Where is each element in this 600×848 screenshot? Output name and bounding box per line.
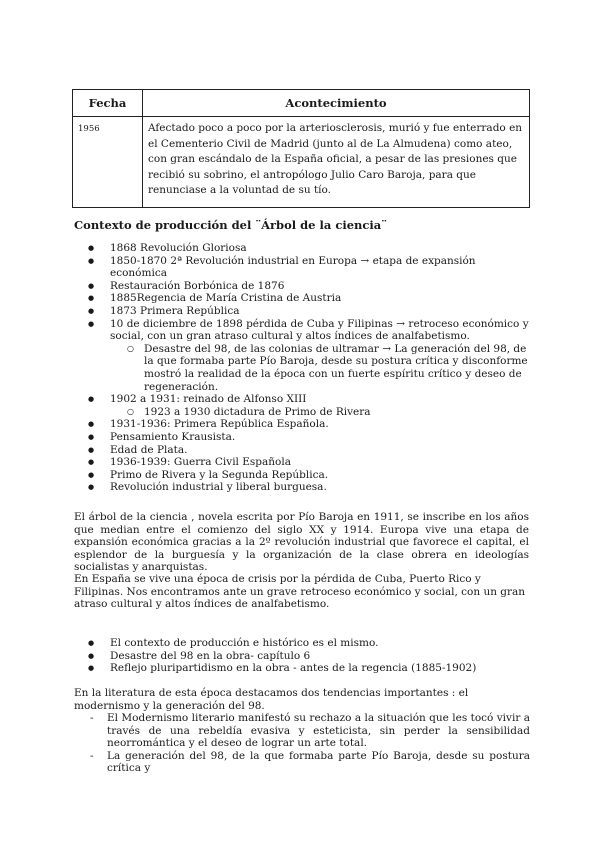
list-item: ● Pensamiento Krausista. xyxy=(74,431,534,444)
list-item: ● 1885Regencia de María Cristina de Austria xyxy=(74,292,534,305)
list-item-text: 10 de diciembre de 1898 pérdida de Cuba y Filipinas → retroceso económico y social, con un gran atraso cultural y altos índices de analfabetismo. xyxy=(110,317,529,343)
list-item: - La generación del 98, de la que formaba parte Pío Baroja, desde su postura crítica y xyxy=(74,750,530,775)
list-item: ● 1873 Primera República xyxy=(74,305,534,318)
tendencies-list xyxy=(74,712,530,775)
paragraph-arbol-ciencia: El árbol de la ciencia , novela escrita por Pío Baroja en 1911, se inscribe en los años que median entre el comienzo del siglo XX y 1914. Europa vive una etapa de expansión económica gracias a la 2º revolución industrial que favorece el capital, el esplendor de la burguesía y la organización de la clase obrera en ideologías socialistas y anarquistas. xyxy=(74,511,529,574)
sublist xyxy=(110,406,534,419)
list-item: ● El contexto de producción e histórico es el mismo. xyxy=(74,637,534,650)
row-date: 1956 xyxy=(73,117,143,208)
list-item: ● Desastre del 98 en la obra- capítulo 6 xyxy=(74,650,534,663)
list-item-with-sub xyxy=(74,318,534,394)
list-item: - El Modernismo literario manifestó su rechazo a la situación que les tocó vivir a través de una rebeldía evasiva y esteticista, sin perder la sensibilidad neorromántica y el deseo de lograr un arte total. xyxy=(74,712,530,750)
list-item: ● 1850-1870 2ª Revolución industrial en Europa → etapa de expansión económica xyxy=(74,255,534,280)
list-item: ● Edad de Plata. xyxy=(74,444,534,457)
list-item: ● Revolución industrial y liberal burguesa. xyxy=(74,481,534,494)
list-item: ● Reflejo pluripartidismo en la obra - antes de la regencia (1885-1902) xyxy=(74,662,534,675)
sublist-item: ○ 1923 a 1930 dictadura de Primo de Rivera xyxy=(110,406,534,419)
sublist xyxy=(110,343,534,393)
paragraph-literatura: En la literatura de esta época destacamos dos tendencias importantes : el modernismo y la generación del 98. xyxy=(74,687,469,712)
list-item: ● 1936-1939: Guerra Civil Española xyxy=(74,456,534,469)
table-header-row xyxy=(73,90,530,117)
row-event: Afectado poco a poco por la arteriosclerosis, murió y fue enterrado en el Cementerio Civil de Madrid (junto al de La Almudena) como ateo, con gran escándalo de la España oficial, a pesar de las presiones que recibió su sobrino, el antropólogo Julio Caro Baroja, para que renunciase a la voluntad de su tío. xyxy=(143,117,530,208)
sublist-item: ○ Desastre del 98, de las colonias de ultramar → La generación del 98, de la que formaba parte Pío Baroja, desde su postura crítica y disconforme mostró la realidad de la época con un fuerte espíritu crítico y deseo de regeneración. xyxy=(110,343,534,393)
events-table xyxy=(72,89,530,208)
list-item: ● Restauración Borbónica de 1876 xyxy=(74,280,534,293)
header-fecha: Fecha xyxy=(73,90,143,117)
list-item: ● Primo de Rivera y la Segunda República. xyxy=(74,469,534,482)
list-item-text: 1902 a 1931: reinado de Alfonso XIII xyxy=(110,393,307,406)
list-item: ● 1931-1936: Primera República Española. xyxy=(74,418,534,431)
table-row xyxy=(73,117,530,208)
header-acontecimiento: Acontecimiento xyxy=(143,90,530,117)
work-context-list xyxy=(74,637,534,675)
list-item: ● 1868 Revolución Gloriosa xyxy=(74,242,534,255)
list-item-with-sub xyxy=(74,393,534,418)
section-title: Contexto de producción del ¨Árbol de la ciencia¨ xyxy=(74,218,387,232)
paragraph-espana: En España se vive una época de crisis por la pérdida de Cuba, Puerto Rico y Filipinas. Nos encontramos ante un grave retroceso económico y social, con un gran atraso cultural y altos índices de analfabetismo. xyxy=(74,573,526,611)
context-list xyxy=(74,242,534,494)
